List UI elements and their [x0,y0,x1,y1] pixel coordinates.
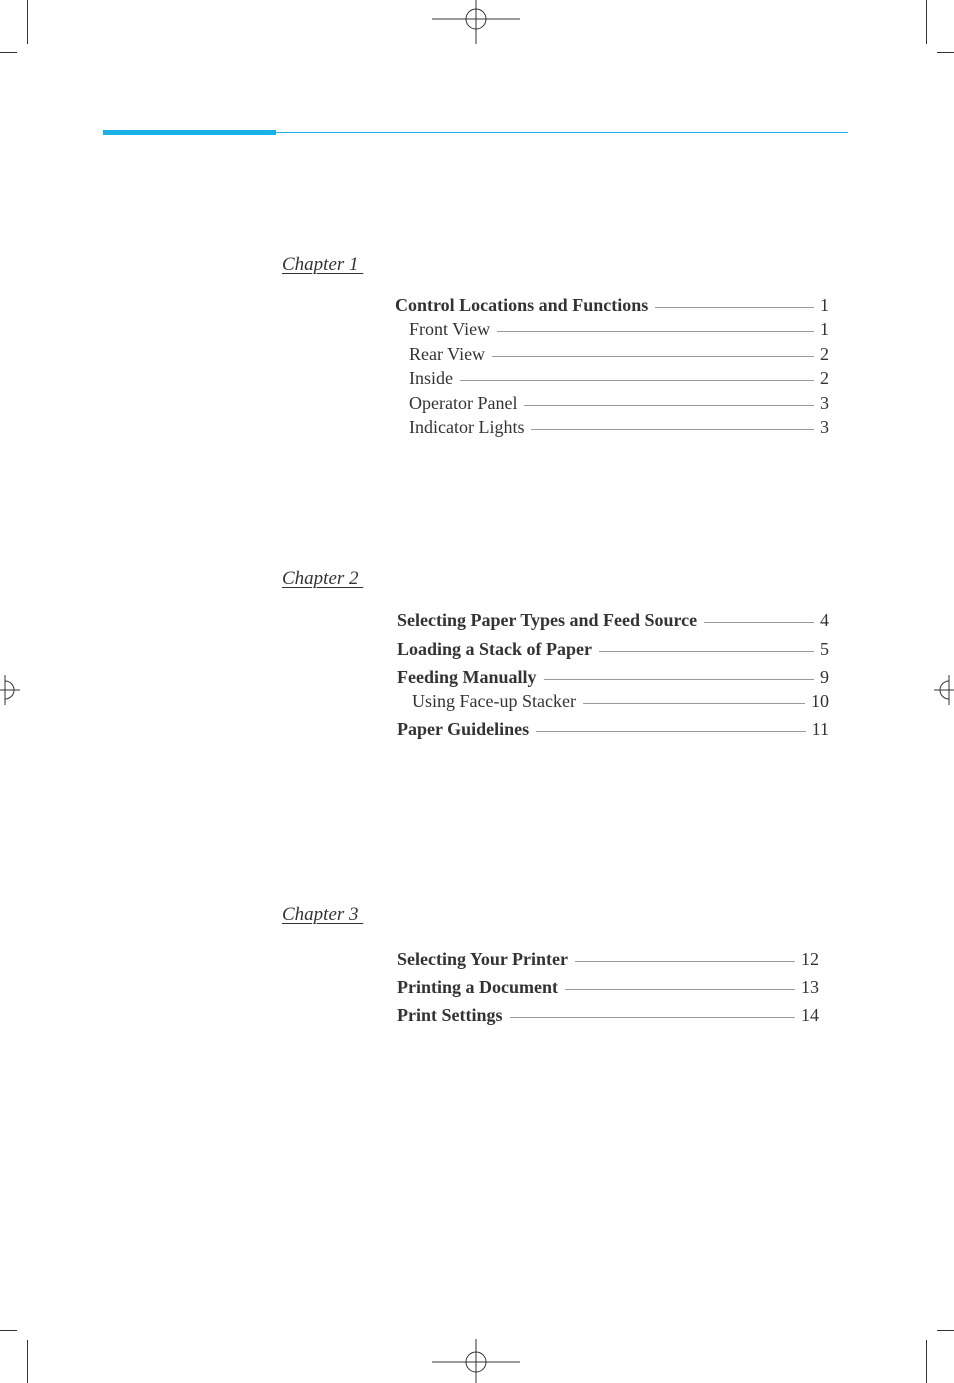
dot-leader [565,989,795,990]
toc-entry[interactable] [409,393,829,415]
toc-page-number: 2 [820,344,829,364]
dot-leader [704,622,814,623]
toc-page-number: 3 [820,393,829,413]
toc-entry[interactable] [397,719,829,741]
crop-mark [926,1340,927,1383]
toc-entry[interactable] [397,610,829,632]
toc-entry-label: Paper Guidelines [397,719,530,739]
toc-entry[interactable] [409,368,829,390]
dot-leader [510,1017,796,1018]
toc-entry[interactable] [409,319,829,341]
dot-leader [583,703,805,704]
toc-page-number: 3 [820,417,829,437]
registration-mark [432,0,520,44]
registration-mark [934,670,954,710]
toc-entry[interactable] [409,344,829,366]
chapter-2-heading: Chapter 2 [282,568,364,589]
dot-leader [492,356,814,357]
registration-mark [432,1339,520,1383]
toc-entry-label: Print Settings [397,1005,503,1025]
toc-entry-label: Inside [409,368,453,388]
toc-page-number: 1 [820,319,829,339]
toc-entry-label: Using Face-up Stacker [412,691,576,711]
toc-entry-label: Rear View [409,344,486,364]
crop-mark [0,52,17,53]
dot-leader [655,307,814,308]
toc-entry[interactable] [409,417,829,439]
toc-entry-label: Selecting Your Printer [397,949,568,969]
toc-entry-label: Operator Panel [409,393,518,413]
header-rule-accent [103,130,276,135]
dot-leader [544,679,814,680]
toc-entry[interactable] [397,1005,819,1027]
crop-mark [937,52,954,53]
toc-entry[interactable] [395,295,829,317]
toc-entry-label: Front View [409,319,491,339]
toc-entry[interactable] [397,977,819,999]
chapter-3-heading: Chapter 3 [282,904,364,925]
toc-page-number: 10 [811,691,829,711]
toc-entry-label: Control Locations and Functions [395,295,649,315]
dot-leader [497,331,814,332]
dot-leader [536,731,805,732]
crop-mark [0,1330,17,1331]
dot-leader [575,961,795,962]
toc-entry[interactable] [397,667,829,689]
toc-entry-label: Indicator Lights [409,417,525,437]
registration-mark [0,670,20,710]
header-rule [276,132,848,133]
toc-entry[interactable] [412,691,829,713]
toc-page-number: 4 [820,610,829,630]
toc-page-number: 13 [801,977,819,997]
toc-page-number: 14 [801,1005,819,1025]
toc-entry-label: Loading a Stack of Paper [397,639,593,659]
crop-mark [937,1330,954,1331]
dot-leader [599,651,814,652]
toc-entry[interactable] [397,949,819,971]
toc-page-number: 9 [820,667,829,687]
dot-leader [460,380,814,381]
toc-page-number: 1 [820,295,829,315]
toc-page-number: 2 [820,368,829,388]
toc-entry-label: Printing a Document [397,977,558,997]
toc-entry-label: Feeding Manually [397,667,537,687]
crop-mark [27,1340,28,1383]
toc-page-number: 5 [820,639,829,659]
chapter-1-heading: Chapter 1 [282,254,364,275]
toc-entry[interactable] [397,639,829,661]
toc-page-number: 12 [801,949,819,969]
toc-page-number: 11 [811,719,829,739]
crop-mark [27,0,28,44]
crop-mark [926,0,927,44]
toc-entry-label: Selecting Paper Types and Feed Source [397,610,698,630]
dot-leader [524,405,814,406]
dot-leader [531,429,814,430]
